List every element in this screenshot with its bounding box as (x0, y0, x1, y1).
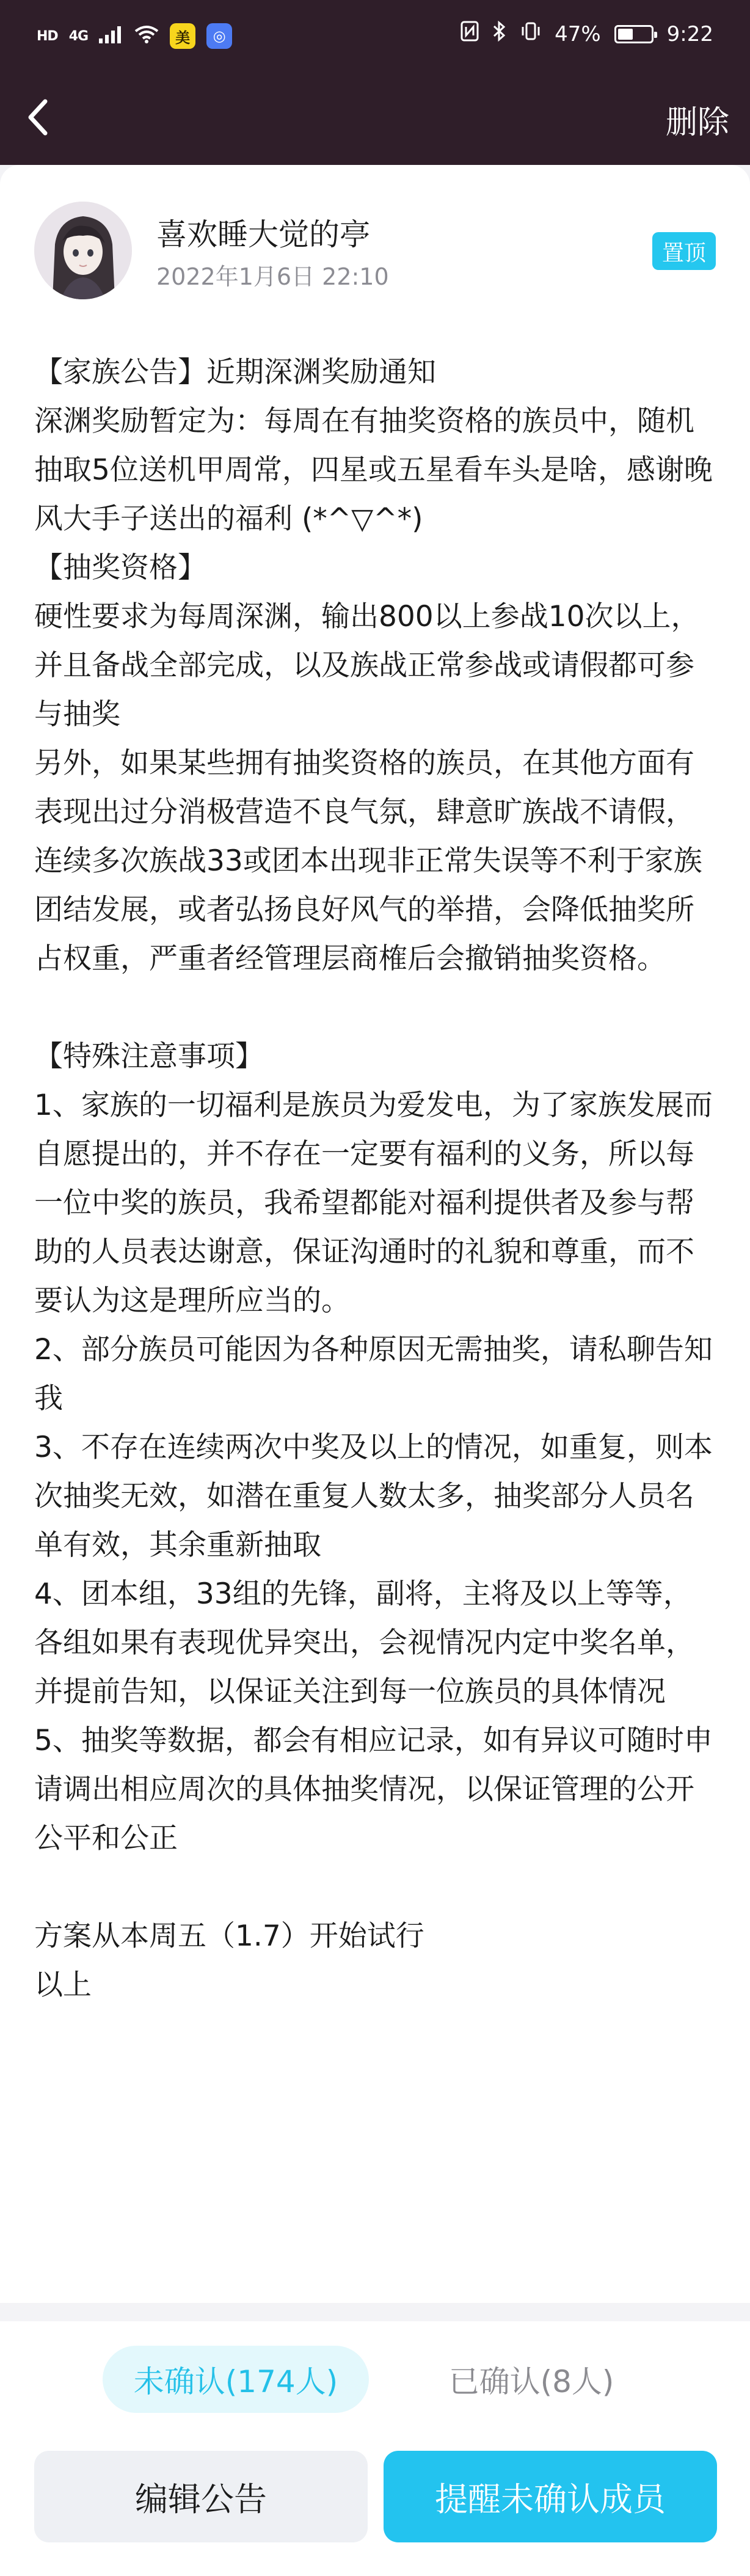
announcement-paragraph: 方案从本周五（1.7）开始试行 (34, 1919, 424, 1953)
announcement-paragraph: 2、部分族员可能因为各种原因无需抽奖，请私聊告知我 (34, 1333, 713, 1415)
browser-app-icon: ◎ (206, 23, 232, 49)
chevron-left-icon (26, 98, 50, 137)
bluetooth-icon (492, 21, 507, 47)
announcement-paragraph: 4、团本组，33组的先锋，副将，主将及以上等等，各组如果有表现优异突出，会视情况内定中奖名单，并提前告知，以保证关注到每一位族员的具体情况 (34, 1577, 694, 1709)
announcement-paragraph: 以上 (34, 1968, 92, 2002)
blank-line (34, 983, 718, 1032)
status-bar (0, 0, 750, 73)
announcement-paragraph: 【特殊注意事项】 (34, 1040, 264, 1073)
post-time: 2022年1月6日 22:10 (156, 263, 389, 290)
remind-unconfirmed-button[interactable]: 提醒未确认成员 (384, 2451, 717, 2542)
announcement-paragraph: 【家族公告】近期深渊奖励通知 (34, 356, 436, 389)
hd-indicator: HD (37, 28, 58, 44)
blank-line (34, 1863, 718, 1912)
top-header (0, 0, 750, 165)
announcement-paragraph: 深渊奖励暂定为：每周在有抽奖资格的族员中，随机抽取5位送机甲周常，四星或五星看车头是啥，感谢晚风大手子送出的福利 (*^▽^*) (34, 404, 713, 536)
wifi-icon (134, 25, 159, 48)
nav-bar (0, 73, 750, 165)
confirmation-tabs (0, 2346, 750, 2413)
nfc-icon (461, 21, 479, 47)
avatar-image (34, 202, 132, 299)
vibrate-icon (520, 21, 541, 47)
author-name: 喜欢睡大觉的亭 (156, 217, 370, 252)
meituan-app-icon: 美 (170, 23, 195, 49)
clock: 9:22 (666, 21, 713, 46)
status-left (37, 23, 232, 49)
signal-icon (99, 25, 123, 48)
back-button[interactable] (13, 93, 62, 142)
announcement-paragraph: 硬性要求为每周深渊，输出800以上参战10次以上，并且备战全部完成，以及族战正常参战或请假都可参与抽奖 (34, 600, 700, 731)
announcement-paragraph: 1、家族的一切福利是族员为爱发电，为了家族发展而自愿提出的，并不存在一定要有福利的义务，所以每一位中奖的族员，我希望都能对福利提供者及参与帮助的人员表达谢意，保证沟通时的礼貌和尊重，而不要认为这是理所应当的。 (34, 1089, 713, 1318)
network-indicator: 4G (68, 28, 89, 44)
announcement-paragraph: 5、抽奖等数据，都会有相应记录，如有异议可随时申请调出相应周次的具体抽奖情况，以保证管理的公开公平和公正 (34, 1724, 713, 1855)
bottom-panel (0, 2321, 750, 2576)
announcement-paragraph: 3、不存在连续两次中奖及以上的情况，如重复，则本次抽奖无效，如潜在重复人数太多，抽奖部分人员名单有效，其余重新抽取 (34, 1431, 713, 1562)
announcement-paragraph: 【抽奖资格】 (34, 551, 206, 585)
tab-confirmed[interactable]: 已确认(8人) (448, 2364, 614, 2399)
tab-unconfirmed[interactable]: 未确认(174人) (103, 2346, 369, 2413)
battery-percent: 47% (555, 21, 601, 46)
avatar[interactable] (34, 202, 132, 299)
battery-level (618, 29, 633, 40)
announcement-paragraph: 另外，如果某些拥有抽奖资格的族员，在其他方面有表现出过分消极营造不良气氛，肆意旷族战不请假，连续多次族战33或团本出现非正常失误等不利于家族团结发展，或者弘扬良好风气的举措，会降低抽奖所占权重，严重者经管理层商榷后会撤销抽奖资格。 (34, 746, 702, 976)
announcement-card (0, 165, 750, 2303)
battery-icon (614, 25, 654, 43)
pinned-badge: 置顶 (652, 232, 716, 270)
author-row (0, 165, 750, 324)
edit-announcement-button[interactable]: 编辑公告 (34, 2451, 368, 2542)
announcement-content (34, 348, 718, 2010)
action-buttons (0, 2451, 750, 2542)
delete-button[interactable]: 删除 (665, 104, 729, 141)
status-right (461, 21, 713, 47)
